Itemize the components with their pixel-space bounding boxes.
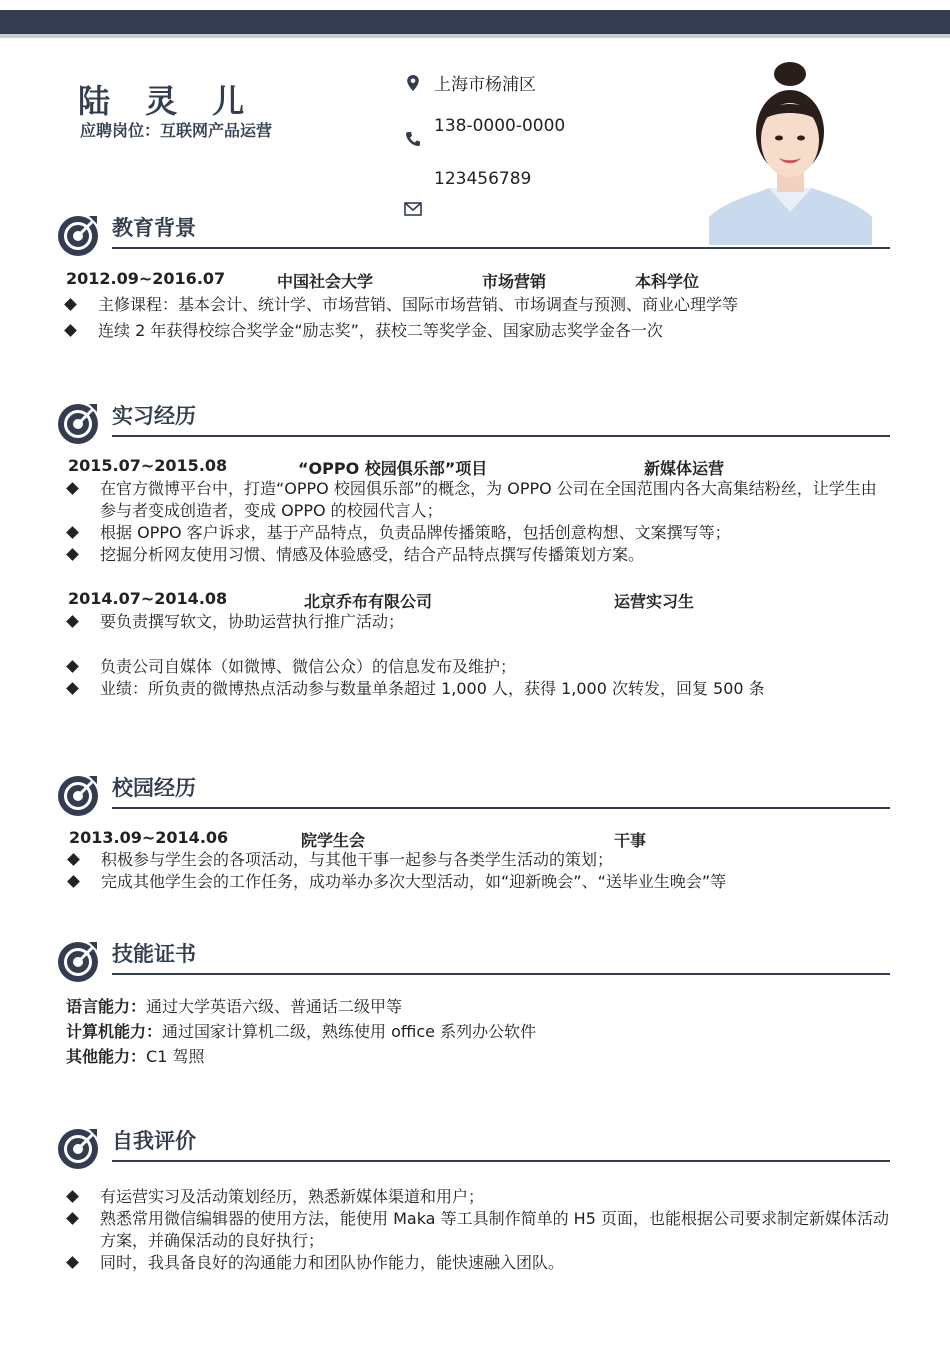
edu-school: 中国社会大学 (277, 272, 374, 291)
target-icon (56, 938, 102, 984)
section-title: 技能证书 (112, 942, 196, 966)
job-org: 北京乔布有限公司 (304, 592, 433, 611)
section-divider (112, 973, 890, 975)
list-item: 完成其他学生会的工作任务，成功举办多次大型活动，如“迎新晚会”、“送毕业生晚会”等 (69, 871, 889, 893)
section-education (56, 212, 890, 258)
list-item: 积极参与学生会的各项活动，与其他干事一起参与各类学生活动的策划； (69, 849, 889, 871)
job-target: 应聘岗位：互联网产品运营 (80, 121, 273, 140)
address-text: 上海市杨浦区 (434, 75, 536, 95)
location-pin-icon (404, 74, 422, 92)
top-banner (0, 10, 950, 34)
section-title: 校园经历 (112, 776, 196, 800)
list-item: 熟悉常用微信编辑器的使用方法，能使用 Maka 等工具制作简单的 H5 页面，也能根据公司要求制定新媒体活动方案，并确保活动的良好执行； (68, 1208, 890, 1252)
list-item: 同时，我具备良好的沟通能力和团队协作能力，能快速融入团队。 (68, 1252, 890, 1274)
section-divider (112, 247, 890, 249)
section-divider (112, 1160, 890, 1162)
list-item: 业绩：所负责的微博热点活动参与数量单条超过 1,000 人，获得 1,000 次转发，回复 500 条 (68, 678, 888, 700)
section-divider (112, 435, 890, 437)
section-title: 自我评价 (112, 1129, 196, 1153)
campus-period: 2013.09~2014.06 (69, 828, 229, 847)
section-internship (56, 400, 890, 446)
diamond-bullet-icon (64, 298, 77, 311)
skill-language: 语言能力：通过大学英语六级、普通话二级甲等 (66, 997, 403, 1016)
diamond-bullet-icon (67, 853, 80, 866)
campus-org: 院学生会 (301, 831, 366, 850)
job-period: 2014.07~2014.08 (68, 589, 228, 608)
contact-mail (404, 139, 531, 219)
list-item: 主修课程：基本会计、统计学、市场营销、国际市场营销、市场调查与预测、商业心理学等 (66, 294, 866, 316)
diamond-bullet-icon (66, 682, 79, 695)
mail-text: 123456789 (434, 169, 532, 189)
section-campus (56, 772, 890, 818)
diamond-bullet-icon (66, 1212, 79, 1225)
skill-other: 其他能力：C1 驾照 (66, 1047, 205, 1066)
diamond-bullet-icon (67, 875, 80, 888)
top-banner-shadow (0, 34, 950, 38)
campus-role: 干事 (614, 831, 647, 850)
job-role: 运营实习生 (614, 592, 695, 611)
section-title: 教育背景 (112, 216, 196, 240)
section-skills (56, 938, 890, 984)
contact-address (404, 70, 536, 95)
diamond-bullet-icon (66, 615, 79, 628)
list-item: 挖掘分析网友使用习惯、情感及体验感受，结合产品特点撰写传播策划方案。 (68, 544, 888, 566)
edu-degree: 本科学位 (635, 272, 700, 291)
edu-period: 2012.09~2016.07 (66, 269, 226, 288)
section-divider (112, 807, 890, 809)
diamond-bullet-icon (66, 526, 79, 539)
diamond-bullet-icon (66, 548, 79, 561)
section-title: 实习经历 (112, 404, 196, 428)
section-self-evaluation (56, 1125, 890, 1171)
job-role: 新媒体运营 (644, 459, 725, 478)
list-item: 根据 OPPO 客户诉求，基于产品特点，负责品牌传播策略，包括创意构想、文案撰写等； (68, 522, 888, 544)
target-icon (56, 212, 102, 258)
skill-computer: 计算机能力：通过国家计算机二级，熟练使用 office 系列办公软件 (66, 1022, 537, 1041)
candidate-name: 陆 灵 儿 (78, 82, 257, 120)
list-item: 在官方微博平台中，打造“OPPO 校园俱乐部”的概念，为 OPPO 公司在全国范围内各大高集结粉丝，让学生由参与者变成创造者，变成 OPPO 的校园代言人； (68, 478, 888, 522)
diamond-bullet-icon (66, 1256, 79, 1269)
target-icon (56, 1125, 102, 1171)
phone-text: 138-0000-0000 (434, 116, 566, 136)
list-item: 连续 2 年获得校综合奖学金“励志奖”，获校二等奖学金、国家励志奖学金各一次 (66, 320, 866, 342)
diamond-bullet-icon (66, 1190, 79, 1203)
diamond-bullet-icon (64, 324, 77, 337)
diamond-bullet-icon (66, 660, 79, 673)
target-icon (56, 772, 102, 818)
list-item: 有运营实习及活动策划经历，熟悉新媒体渠道和用户； (68, 1186, 890, 1208)
edu-major: 市场营销 (482, 272, 547, 291)
job-org: “OPPO 校园俱乐部”项目 (298, 459, 488, 478)
list-item: 要负责撰写软文，协助运营执行推广活动； (68, 611, 888, 633)
diamond-bullet-icon (66, 482, 79, 495)
list-item: 负责公司自媒体（如微博、微信公众）的信息发布及维护； (68, 656, 888, 678)
job-period: 2015.07~2015.08 (68, 456, 228, 475)
target-icon (56, 400, 102, 446)
